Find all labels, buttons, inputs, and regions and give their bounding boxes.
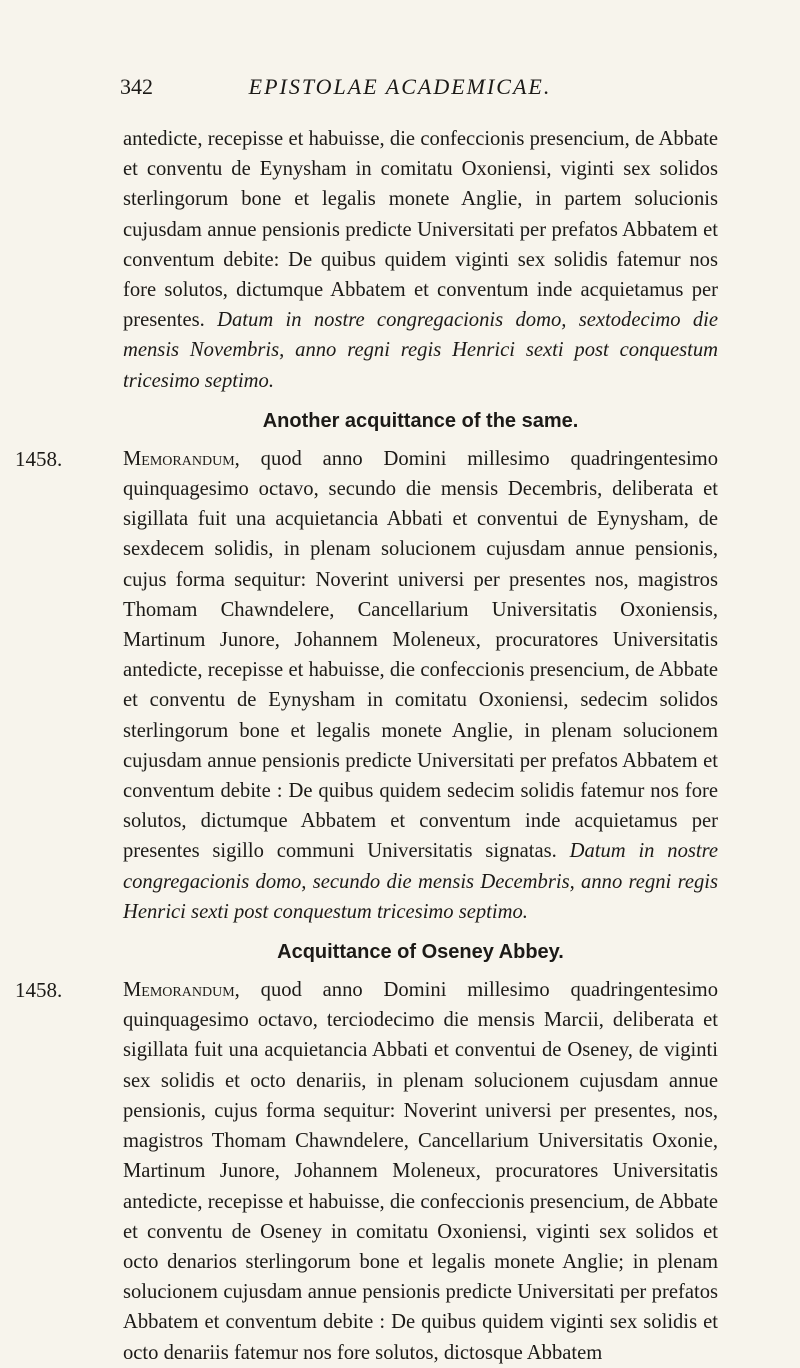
paragraph-body: quod anno Domini millesimo quadringentesimo quinquagesimo octavo, terciodecimo die mensis Marcii, deliberata et sigillata fuit una acquietancia Abbati et conventui de Oseney, de viginti sex solidis et octo denariis, in plenam solucionem cujusdam annue pensionis, cujus forma sequitur: Noverint universi per presentes, nos, magistros Thomam Chawndelere, Cancellarium Universitatis Oxonie, Martinum Junore, Johannem Moleneux, procuratores Universitatis antedicte, recepisse et habuisse, die confeccionis presencium, de Abbate et conventu de Oseney in comitatu Oxoniensi, viginti sex solidos et octo denarios sterlingorum bone et legalis monete Anglie; in plenam solucionem cujusdam annue pensionis predicte Universitati per prefatos Abbatem et conventum debite : De quibus quidem viginti sex solidis et octo denariis fatemur nos fore solutos, dictosque Abbatem	[123, 979, 718, 1364]
page-header	[0, 74, 800, 104]
opening-word: Memorandum,	[123, 447, 240, 470]
section-heading: Another acquittance of the same.	[262, 409, 579, 432]
paragraph-continued	[123, 124, 718, 396]
dating-clause: Datum in nostre congregacionis domo, sextodecimo die mensis Novembris, anno regni regis Henrici sexti post conquestum tricesimo septimo.	[123, 309, 718, 392]
paragraph	[123, 444, 718, 927]
section-heading: Acquittance of Oseney Abbey.	[277, 941, 564, 964]
marginal-year: 1458.	[15, 446, 63, 471]
entry	[15, 975, 718, 1368]
opening-word: Memorandum,	[123, 979, 240, 1002]
page-number: 342	[120, 74, 153, 99]
entry	[15, 444, 718, 927]
paragraph	[123, 975, 718, 1368]
running-head: EPISTOLAE ACADEMICAE.	[248, 74, 552, 99]
paragraph-body: antedicte, recepisse et habuisse, die confeccionis presencium, de Abbate et conventu de Eynysham in comitatu Oxoniensi, viginti sex solidos sterlingorum bone et legalis monete Anglie, in partem solucionis cujusdam annue pensionis predicte Universitati per prefatos Abbatem et conventum debite: De quibus quidem viginti sex solidis fatemur nos fore solutos, dictumque Abbatem et conventum inde acquietamus per presentes.	[123, 128, 718, 332]
dating-clause: Datum in nostre congregacionis domo, secundo die mensis Decembris, anno regni regis Henrici sexti post conquestum tricesimo septimo.	[123, 840, 718, 923]
marginal-year: 1458.	[15, 978, 63, 1003]
paragraph-body: quod anno Domini millesimo quadringentesimo quinquagesimo octavo, secundo die mensis Decembris, deliberata et sigillata fuit una acquietancia Abbati et conventui de Eynysham, de sexdecem solidis, in plenam solucionem cujusdam annue pensionis, cujus forma sequitur: Noverint universi per presentes nos, magistros Thomam Chawndelere, Cancellarium Universitatis Oxoniensis, Martinum Junore, Johannem Moleneux, procuratores Universitatis antedicte, recepisse et habuisse, die confeccionis presencium, de Abbate et conventu de Eynysham in comitatu Oxoniensi, sedecim solidos sterlingorum bone et legalis monete Anglie, in plenam solucionem cujusdam annue pensionis predicte Universitati per prefatos Abbatem et conventum debite : De quibus quidem sedecim solidis fatemur nos fore solutos, dictumque Abbatem et conventum inde acquietamus per presentes sigillo communi Universitatis signatas.	[123, 447, 718, 863]
text-block	[15, 124, 718, 1368]
